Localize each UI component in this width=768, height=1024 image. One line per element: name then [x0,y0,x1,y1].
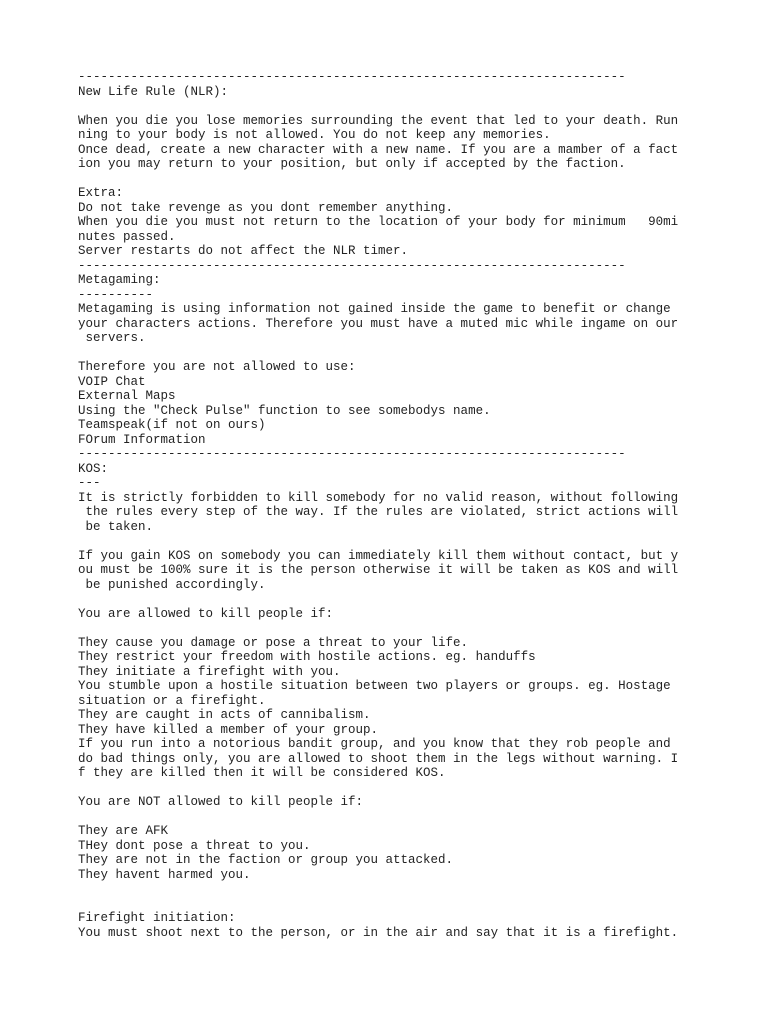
text-line: ning to your body is not allowed. You do not keep any memories. [78,128,551,142]
text-line: ou must be 100% sure it is the person otherwise it will be taken as KOS and will [78,563,679,577]
text-line: Teamspeak(if not on ours) [78,418,266,432]
text-line [78,897,758,912]
text-line [78,621,758,636]
text-line: situation or a firefight. [78,693,266,708]
text-line: KOS: [78,461,109,476]
text-line: ion you may return to your position, but only if accepted by the faction. [78,157,626,171]
text-line: FOrum Information [78,432,206,447]
text-line: You must shoot next to the person, or in the air and say that it is a firefight. [78,925,679,940]
text-line: be punished accordingly. [78,577,266,592]
text-line: ------------------------------------------------------------------------- [78,258,626,273]
text-line: They are caught in acts of cannibalism. [78,708,371,722]
text-line: Extra: [78,186,124,200]
text-line [78,592,758,607]
text-line: be taken. [78,519,154,534]
text-line: You stumble upon a hostile situation between two players or groups. eg. Hostage [78,679,671,693]
text-line: Therefore you are not allowed to use: [78,360,356,374]
text-line: ------------------------------------------------------------------------- [78,447,626,461]
text-line: Metagaming is using information not gained inside the game to benefit or change [78,302,671,316]
text-line: They are not in the faction or group you attacked. [78,853,454,867]
text-line [78,781,758,796]
text-line: When you die you must not return to the location of your body for minimum 90mi [78,215,679,229]
text-line: your characters actions. Therefore you must have a muted mic while ingame on our [78,316,679,331]
text-line: They have killed a member of your group. [78,722,379,737]
text-line: New Life Rule (NLR): [78,84,229,99]
text-line: It is strictly forbidden to kill somebody for no valid reason, without following [78,490,679,505]
text-line: They restrict your freedom with hostile actions. eg. handuffs [78,650,536,664]
text-line [78,172,758,187]
text-line [78,99,758,114]
text-line: They are AFK [78,824,169,838]
text-line: Metagaming: [78,273,161,287]
text-line: External Maps [78,389,176,403]
text-line: You are allowed to kill people if: [78,606,334,621]
text-line: THey dont pose a threat to you. [78,838,311,853]
text-line: ------------------------------------------------------------------------- [78,70,626,84]
text-line: do bad things only, you are allowed to shoot them in the legs without warning. I [78,751,679,766]
text-line: Do not take revenge as you dont remember anything. [78,200,454,215]
text-line: ---------- [78,287,154,302]
text-line: Using the "Check Pulse" function to see somebodys name. [78,403,491,418]
text-line: You are NOT allowed to kill people if: [78,795,364,809]
text-line [78,346,758,361]
text-line: If you gain KOS on somebody you can immediately kill them without contact, but y [78,548,679,563]
text-line: They havent harmed you. [78,867,251,882]
text-line: Firefight initiation: [78,911,236,925]
text-line: If you run into a notorious bandit group, and you know that they rob people and [78,737,671,751]
text-line: the rules every step of the way. If the rules are violated, strict actions will [78,505,679,519]
text-line: They initiate a firefight with you. [78,664,341,679]
text-line: They cause you damage or pose a threat to your life. [78,635,469,650]
text-line: nutes passed. [78,229,176,244]
text-line: f they are killed then it will be considered KOS. [78,766,446,780]
text-line: Once dead, create a new character with a new name. If you are a mamber of a fact [78,142,679,157]
text-line: Server restarts do not affect the NLR timer. [78,244,409,258]
text-line: When you die you lose memories surrounding the event that led to your death. Run [78,113,679,128]
document-text [78,70,758,940]
text-line: --- [78,476,101,490]
text-line: servers. [78,331,146,345]
text-line [78,882,758,897]
text-line [78,810,758,825]
text-line: VOIP Chat [78,374,146,389]
text-line [78,534,758,549]
